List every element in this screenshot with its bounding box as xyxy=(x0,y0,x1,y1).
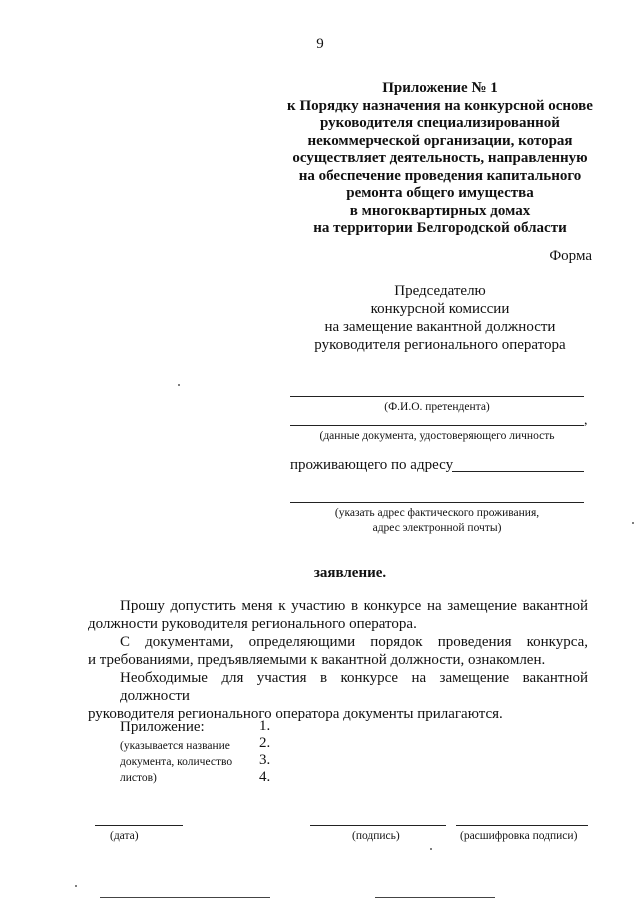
bottom-scan-line-3 xyxy=(375,897,495,898)
body-line: руководителя регионального оператора документы прилагаются. xyxy=(88,706,503,722)
attachments-note xyxy=(120,738,232,786)
body-line: Необходимые для участия в конкурсе на замещение вакантной должности xyxy=(120,670,588,704)
id-comma: , xyxy=(584,413,588,428)
attachment-item[interactable]: 4. xyxy=(259,769,271,785)
addressee-block xyxy=(270,282,610,354)
addressee-line: на замещение вакантной должности xyxy=(324,319,556,335)
scan-speck xyxy=(632,522,634,524)
statement-heading: заявление. xyxy=(313,565,387,581)
attachment-item[interactable]: 3. xyxy=(259,752,271,768)
body-paragraph-3 xyxy=(88,669,588,723)
appendix-line: Приложение № 1 xyxy=(382,80,498,96)
addressee-line: конкурсной комиссии xyxy=(370,301,510,317)
attachment-item[interactable]: 1. xyxy=(259,718,271,734)
scan-speck xyxy=(75,885,77,887)
date-field-line[interactable] xyxy=(95,825,183,826)
appendix-line: руководителя специализированной xyxy=(320,115,560,131)
address-caption-1: (указать адрес фактического проживания, xyxy=(334,507,540,519)
signature-field-line[interactable] xyxy=(310,825,446,826)
attachments-note-line: листов) xyxy=(120,772,157,784)
id-document-caption: (данные документа, удостоверяющего личность xyxy=(319,430,555,442)
attachments-label: Приложение: xyxy=(120,719,205,735)
body-line: и требованиями, предъявляемыми к вакантной должности, ознакомлен. xyxy=(88,652,546,668)
appendix-header xyxy=(270,80,610,238)
body-line: С документами, определяющими порядок проведения конкурса, xyxy=(120,634,588,650)
id-document-field-line[interactable] xyxy=(290,425,584,426)
fio-caption: (Ф.И.О. претендента) xyxy=(384,401,490,413)
date-caption: (дата) xyxy=(110,830,139,842)
address-caption-2: адрес электронной почты) xyxy=(372,522,502,534)
attachment-item[interactable]: 2. xyxy=(259,735,271,751)
page-number: 9 xyxy=(316,36,324,52)
appendix-line: к Порядку назначения на конкурсной основе xyxy=(287,97,593,114)
appendix-line: осуществляет деятельность, направленную xyxy=(292,150,588,166)
appendix-line: в многоквартирных домах xyxy=(349,202,531,219)
attachments-note-line: документа, количество xyxy=(120,756,233,768)
scan-speck xyxy=(430,848,432,850)
residing-label: проживающего по адресу xyxy=(290,457,454,473)
address-field-line-1[interactable] xyxy=(452,471,584,472)
body-line: должности руководителя регионального оператора. xyxy=(88,616,417,632)
signature-decode-field-line[interactable] xyxy=(456,825,588,826)
scan-speck xyxy=(178,384,180,386)
appendix-line: на обеспечение проведения капитального xyxy=(298,167,582,184)
bottom-scan-line-2 xyxy=(100,897,270,898)
form-label: Форма xyxy=(549,248,592,264)
appendix-line: ремонта общего имущества xyxy=(346,185,534,201)
address-field-line-2[interactable] xyxy=(290,502,584,503)
fio-field-line[interactable] xyxy=(290,396,584,397)
attachments-list xyxy=(259,718,270,786)
addressee-line: руководителя регионального оператора xyxy=(314,337,566,353)
signature-decode-caption: (расшифровка подписи) xyxy=(460,830,578,842)
appendix-line: некоммерческой организации, которая xyxy=(307,132,573,149)
addressee-line: Председателю xyxy=(394,283,486,299)
signature-caption: (подпись) xyxy=(352,830,400,842)
body-paragraph-1 xyxy=(88,597,588,633)
body-line: Прошу допустить меня к участию в конкурсе на замещение вакантной xyxy=(120,598,588,614)
attachments-note-line: (указывается название xyxy=(120,740,230,752)
appendix-line: на территории Белгородской области xyxy=(313,220,567,236)
body-paragraph-2 xyxy=(88,633,588,669)
